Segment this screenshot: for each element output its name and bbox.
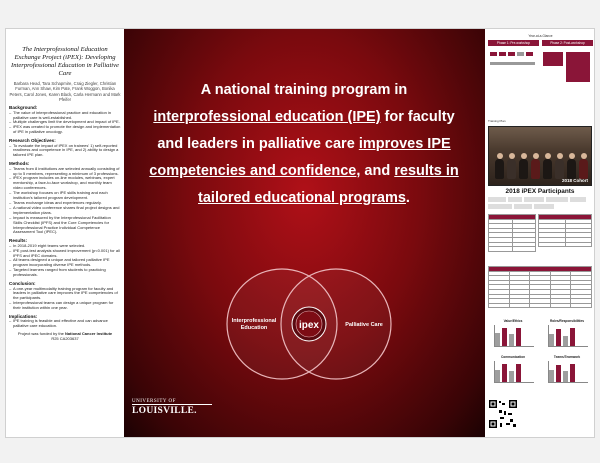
- flow-box: [490, 52, 497, 56]
- institution-logo: [488, 197, 506, 202]
- training-plan-label: Training Plan: [488, 119, 506, 123]
- flow-title: Year-at-a-Glance: [528, 34, 553, 38]
- institution-logos: [488, 197, 592, 209]
- photo-person: [555, 159, 564, 179]
- chart-bar: [549, 370, 554, 382]
- mini-chart-bars: [548, 361, 588, 383]
- chart-bar: [563, 371, 568, 382]
- participants-title: 2018 iPEX Participants: [505, 188, 575, 195]
- photo-head: [545, 153, 551, 159]
- flow-box: [543, 52, 563, 66]
- section-list: [9, 111, 121, 136]
- chart-bar: [516, 328, 521, 346]
- flow-box: [526, 52, 533, 56]
- photo-person: [531, 159, 540, 179]
- photo-person: [567, 159, 576, 179]
- funding-grant: R25 CA203637: [51, 336, 79, 342]
- headline: [144, 77, 464, 212]
- flow-box: [490, 62, 535, 65]
- institution-logo: [570, 197, 586, 202]
- institution-logo: [508, 197, 522, 202]
- photo-person: [519, 159, 528, 179]
- institution-logo: [524, 197, 544, 202]
- mini-chart: [542, 355, 592, 387]
- participants-grid: [488, 214, 536, 252]
- photo-head: [533, 153, 539, 159]
- section-item: – Multiple challenges limit the development and impact of IPE.: [9, 120, 121, 125]
- phase-2-header: Phase 2: Post-workshop: [542, 40, 593, 46]
- results-cell: [509, 303, 530, 308]
- flow-box: [517, 52, 524, 56]
- section-item: – The value of interprofessional practice and education in palliative care is well-established.: [9, 111, 121, 121]
- chart-bar: [509, 334, 514, 346]
- headline-part-5: , and: [356, 163, 395, 179]
- sections: [9, 105, 121, 329]
- flow-box: [566, 52, 590, 82]
- photo-head: [557, 153, 563, 159]
- phase-1-header: Phase 1: Pre-workshop: [488, 40, 539, 46]
- section-heading: Conclusion:: [9, 281, 36, 287]
- section-heading: Background:: [9, 105, 38, 111]
- qr-code[interactable]: [488, 399, 518, 429]
- institution-logo: [534, 204, 554, 209]
- right-column: [485, 29, 595, 438]
- chart-bar: [502, 328, 507, 346]
- results-grid: [488, 266, 592, 308]
- funding-note: [9, 332, 121, 342]
- headline-part-6: results in tailored educational programs: [198, 163, 459, 206]
- section-item: – IPE training is feasible and effective and can advance palliative care education.: [9, 319, 121, 329]
- section-list: [9, 244, 121, 278]
- poster: [5, 28, 595, 438]
- learners-cell: [565, 242, 592, 247]
- mini-chart-bars: [494, 361, 534, 383]
- participants-cell: [489, 247, 513, 252]
- photo-head: [509, 153, 515, 159]
- section-heading: Research Objectives:: [9, 138, 56, 144]
- photo-person: [495, 159, 504, 179]
- mini-chart-bars: [548, 325, 588, 347]
- flow-phases: [488, 40, 593, 46]
- institution-logo: [546, 197, 568, 202]
- section-item: – A national video conference shares final project designs and implementation plans.: [9, 206, 121, 216]
- chart-bar: [495, 333, 500, 346]
- section-item: – In 2018-2019 eight teams were selected.: [9, 244, 121, 249]
- section-list: [9, 167, 121, 236]
- section-item: – Teams exchange ideas and experiences regularly.: [9, 201, 121, 206]
- photo-head: [569, 153, 575, 159]
- funding-prefix: Project was funded by the: [17, 331, 64, 337]
- section-item: – The workshop focuses on IPE skills training and each institution's tailored program development.: [9, 191, 121, 201]
- authors: Barbara Head, Tara Schapmire, Craig Ziegler, Christian Furman, Ann Shaw, Kim Pate, Frank Woggon, Bonika Peters, Carol Jones, Karen Black, Carla Hermann and Mark Pfeifer: [9, 81, 121, 102]
- results-cell: [489, 303, 510, 308]
- flow-diagram: [488, 48, 593, 86]
- poster-title: The Interprofessional Education Exchange Project (iPEX): Developing Interprofessional Education in Palliative Care: [11, 46, 119, 77]
- section-list: [9, 144, 121, 159]
- section-item: – Targeted learners ranged from students to practicing professionals.: [9, 268, 121, 278]
- section-item: – iPEX was created to promote the design and implementation of IPE in palliative oncology.: [9, 125, 121, 135]
- venn-center-label: ipex: [298, 320, 320, 331]
- section-item: – iPEX program includes on-line modules, webinars, expert mentorship, a face-to-face workshop, and monthly team video conferences.: [9, 176, 121, 191]
- mini-chart-bars: [494, 325, 534, 347]
- logo-top-text: UNIVERSITY OF: [132, 399, 176, 404]
- section-item: – Impact is measured by the Interprofessional Facilitation Skills Checklist (IPFS) and the Core Competencies for Interprofessional Practice Individual Competence Assessment Tool (IPEC).: [9, 216, 121, 236]
- section-heading: Implications:: [9, 314, 38, 320]
- center-panel: [124, 29, 485, 438]
- chart-bar: [570, 328, 575, 346]
- section-item: – Teams from 8 institutions are selected annually consisting of up to 5 members, representing a minimum of 3 professions.: [9, 167, 121, 177]
- mini-chart-title: Communication: [500, 355, 526, 359]
- chart-bar: [563, 336, 568, 347]
- mini-chart: [542, 319, 592, 351]
- section-list: [9, 319, 121, 329]
- venn-right-label: Palliative Care: [345, 322, 383, 328]
- chart-bar: [549, 334, 554, 346]
- section-item: – To evaluate the impact of iPEX on trainees' 1) self-reported readiness and competence in IPE, and 2) ability to design a tailored IPE plan.: [9, 144, 121, 159]
- logo-main-text: LOUISVILLE.: [132, 404, 212, 416]
- flow-box: [499, 52, 506, 56]
- flow-box: [508, 52, 515, 56]
- venn-left-label-1: Interprofessional: [231, 318, 277, 324]
- photo-head: [497, 153, 503, 159]
- photo-head: [521, 153, 527, 159]
- university-logo: [132, 399, 212, 416]
- learners-table: [538, 214, 592, 247]
- learners-grid: [538, 214, 592, 247]
- participants-table: [488, 214, 536, 252]
- institution-logo: [488, 204, 512, 209]
- photo-person: [507, 159, 516, 179]
- chart-bar: [570, 364, 575, 382]
- section-list: [9, 287, 121, 312]
- results-cell: [571, 303, 592, 308]
- results-cell: [530, 303, 551, 308]
- mini-chart: [488, 355, 538, 387]
- chart-bar: [495, 370, 500, 382]
- institution-logo: [514, 204, 532, 209]
- photo-person: [543, 159, 552, 179]
- headline-part-2: interprofessional education (IPE): [153, 109, 381, 125]
- cohort-photo: [488, 126, 592, 186]
- headline-part-1: A national training program in: [200, 82, 408, 98]
- section-item: – A one-year multimodality training program for faculty and leaders in palliative care improves the IPE competencies of the participants.: [9, 287, 121, 302]
- chart-bar: [556, 329, 561, 346]
- photo-person: [579, 159, 588, 179]
- mini-chart-title: Roles/Responsibilities: [549, 319, 584, 323]
- learners-cell: [539, 242, 566, 247]
- headline-part-4: improves IPE competencies and confidence: [149, 136, 451, 179]
- mini-chart-title: Value/Ethics: [503, 319, 523, 323]
- section-item: – All teams designed a unique and tailored palliative IPE program incorporating diverse IPE methods.: [9, 258, 121, 268]
- chart-bar: [509, 371, 514, 382]
- section-heading: Methods:: [9, 161, 30, 167]
- photo-head: [581, 153, 587, 159]
- headline-part-3: for faculty and leaders in palliative care: [157, 109, 455, 152]
- mini-chart: [488, 319, 538, 351]
- chart-bar: [502, 364, 507, 382]
- section-item: – Interprofessional teams can design a unique program for their institution within one year.: [9, 301, 121, 311]
- headline-part-7: .: [405, 190, 410, 206]
- results-cell: [550, 303, 571, 308]
- participants-cell: [512, 247, 536, 252]
- venn-left-label-2: Education: [240, 325, 268, 331]
- chart-bar: [516, 364, 521, 382]
- section-item: – IPE post-test analysis showed improvement (p<0.001) for all IPFS and IPEC domains.: [9, 249, 121, 259]
- mini-charts: [488, 319, 592, 389]
- mini-chart-title: Teams/Teamwork: [553, 355, 581, 359]
- funding-org: National Cancer Institute: [65, 331, 113, 337]
- venn-diagram: [224, 254, 394, 404]
- cohort-label: 2018 Cohort: [561, 178, 588, 183]
- chart-bar: [556, 365, 561, 382]
- results-table: [488, 266, 592, 308]
- left-column: [6, 29, 124, 438]
- section-heading: Results:: [9, 238, 28, 244]
